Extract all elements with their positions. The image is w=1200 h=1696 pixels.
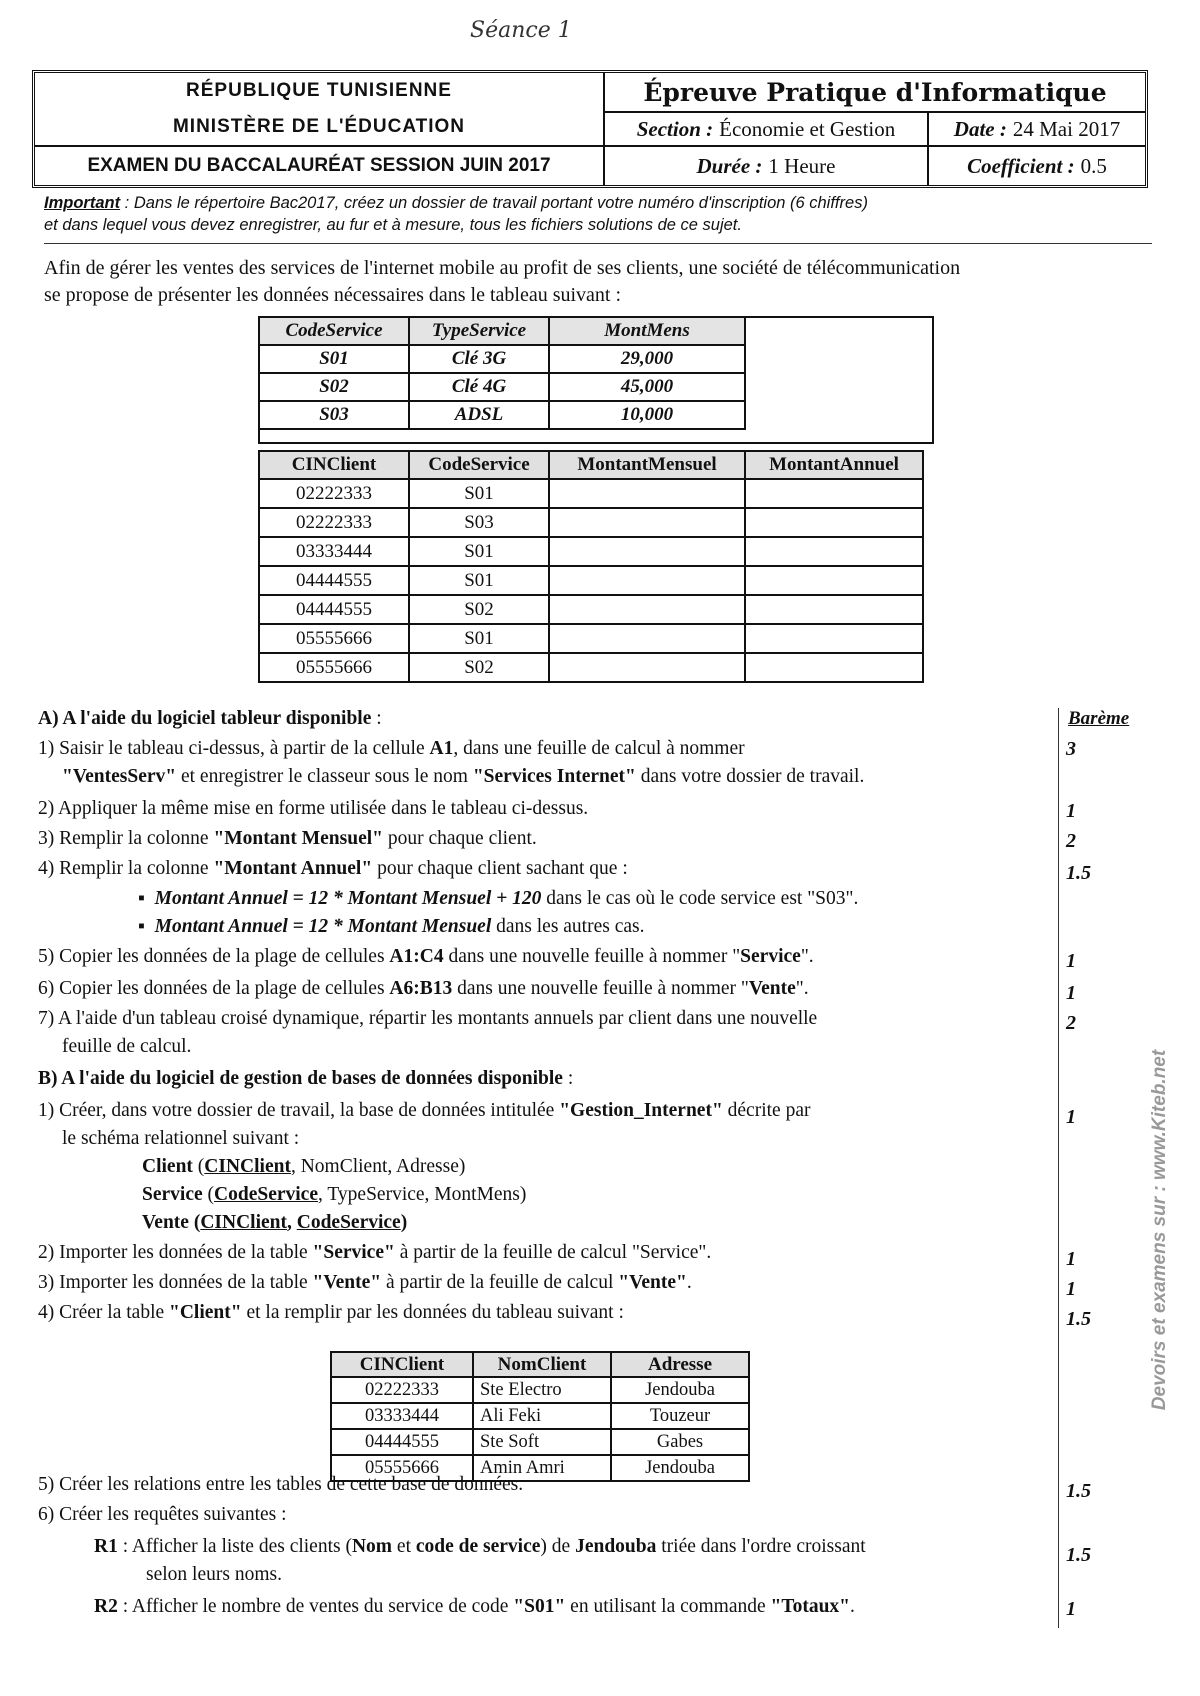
question-b2: 2) Importer les données de la table "Service" à partir de la feuille de calcul "Service".	[38, 1242, 712, 1263]
table-header-row	[259, 317, 745, 345]
column-header: NomClient	[473, 1352, 611, 1377]
cell: Gabes	[611, 1429, 749, 1455]
question-b6: 6) Créer les requêtes suivantes :	[38, 1504, 287, 1525]
duration-field	[603, 145, 927, 185]
cell: 04444555	[259, 595, 409, 624]
relation-vente: Vente (CINClient, CodeService)	[142, 1212, 408, 1233]
table-row	[259, 345, 745, 373]
coefficient-value: 0.5	[1080, 153, 1107, 178]
table-row	[259, 537, 923, 566]
bareme-a3: 2	[1066, 830, 1076, 852]
bareme-a1: 3	[1066, 738, 1076, 760]
cell: S01	[409, 537, 549, 566]
coefficient-label: Coefficient :	[967, 153, 1075, 178]
section-field	[603, 111, 927, 145]
cell: 10,000	[549, 401, 745, 429]
cell: S01	[409, 566, 549, 595]
cell	[745, 653, 923, 682]
table-row	[259, 508, 923, 537]
date-label: Date :	[953, 116, 1007, 141]
cell	[549, 479, 745, 508]
bareme-heading: Barème	[1068, 708, 1130, 729]
cell	[549, 624, 745, 653]
cell	[745, 595, 923, 624]
bareme-a4: 1.5	[1066, 862, 1091, 884]
question-a5: 5) Copier les données de la plage de cellules A1:C4 dans une nouvelle feuille à nommer "Service".	[38, 946, 814, 967]
cell: 04444555	[331, 1429, 473, 1455]
question-a7-line2: feuille de calcul.	[62, 1036, 192, 1057]
date-field	[927, 111, 1145, 145]
cell: Jendouba	[611, 1377, 749, 1403]
table-row	[259, 401, 745, 429]
divider	[44, 243, 1152, 244]
part-a-heading: A) A l'aide du logiciel tableur disponible :	[38, 708, 382, 729]
table-row	[331, 1403, 749, 1429]
question-b5: 5) Créer les relations entre les tables de cette base de données.	[38, 1474, 524, 1495]
cell: 45,000	[549, 373, 745, 401]
cell	[549, 566, 745, 595]
cell	[745, 537, 923, 566]
bareme-b4: 1.5	[1066, 1308, 1091, 1330]
column-header: Adresse	[611, 1352, 749, 1377]
question-a1-line2: "VentesServ" et enregistrer le classeur sous le nom "Services Internet" dans votre dossier de travail.	[62, 766, 865, 787]
cell: 29,000	[549, 345, 745, 373]
intro-paragraph	[44, 255, 1154, 309]
cell	[745, 479, 923, 508]
formula-1: ▪ Montant Annuel = 12 * Montant Mensuel + 120 dans le cas où le code service est "S03".	[138, 888, 859, 909]
bareme-a2: 1	[1066, 800, 1076, 822]
cell: Jendouba	[611, 1455, 749, 1481]
cell: 05555666	[259, 653, 409, 682]
intro-line-2: se propose de présenter les données nécessaires dans le tableau suivant :	[44, 284, 622, 306]
cell	[745, 566, 923, 595]
cell: 02222333	[331, 1377, 473, 1403]
sales-table	[258, 450, 924, 683]
republic-label: RÉPUBLIQUE TUNISIENNE	[186, 80, 452, 101]
cell	[745, 508, 923, 537]
cell	[549, 595, 745, 624]
important-text-2: et dans lequel vous devez enregistrer, au fur et à mesure, tous les fichiers solutions de ce sujet.	[44, 216, 742, 234]
services-table	[258, 316, 746, 430]
coefficient-field	[927, 145, 1145, 185]
bareme-a5: 1	[1066, 950, 1076, 972]
question-a1-line1: 1) Saisir le tableau ci-dessus, à partir de la cellule A1, dans une feuille de calcul à nommer	[38, 738, 745, 759]
table-row	[259, 653, 923, 682]
handwritten-note: Séance 1	[470, 18, 572, 43]
formula-2: ▪ Montant Annuel = 12 * Montant Mensuel dans les autres cas.	[138, 916, 645, 937]
date-value: 24 Mai 2017	[1012, 116, 1121, 141]
bareme-a7: 2	[1066, 1012, 1076, 1034]
duration-label: Durée :	[696, 153, 763, 178]
cell: Clé 4G	[409, 373, 549, 401]
query-r1-line2: selon leurs noms.	[146, 1564, 282, 1585]
table-row	[331, 1455, 749, 1481]
duration-value: 1 Heure	[768, 153, 836, 178]
cell: ADSL	[409, 401, 549, 429]
question-b1-line1: 1) Créer, dans votre dossier de travail, la base de données intitulée "Gestion_Internet" décrite par	[38, 1100, 811, 1121]
cell: S02	[259, 373, 409, 401]
column-header: MontantMensuel	[549, 451, 745, 479]
cell	[745, 624, 923, 653]
cell: Ste Electro	[473, 1377, 611, 1403]
watermark: Devoirs et examens sur : www.Kiteb.net	[1149, 1049, 1170, 1411]
clients-table	[330, 1351, 750, 1482]
important-note	[44, 192, 1154, 236]
cell: S02	[409, 653, 549, 682]
column-header: MontMens	[549, 317, 745, 345]
cell: S01	[409, 479, 549, 508]
section-label: Section :	[636, 116, 714, 141]
cell	[549, 537, 745, 566]
question-b3: 3) Importer les données de la table "Vente" à partir de la feuille de calcul "Vente".	[38, 1272, 692, 1293]
cell: S03	[259, 401, 409, 429]
question-b4: 4) Créer la table "Client" et la remplir par les données du tableau suivant :	[38, 1302, 624, 1323]
cell: 04444555	[259, 566, 409, 595]
column-header: CodeService	[409, 451, 549, 479]
cell: Ste Soft	[473, 1429, 611, 1455]
cell: S01	[409, 624, 549, 653]
bareme-a6: 1	[1066, 982, 1076, 1004]
cell	[549, 508, 745, 537]
bareme-divider	[1058, 708, 1059, 1628]
cell: Touzeur	[611, 1403, 749, 1429]
cell: S01	[259, 345, 409, 373]
question-a2: 2) Appliquer la même mise en forme utilisée dans le tableau ci-dessus.	[38, 798, 589, 819]
question-a7-line1: 7) A l'aide d'un tableau croisé dynamique, répartir les montants annuels par client dans une nouvelle	[38, 1008, 818, 1029]
query-r1-line1: R1 : Afficher la liste des clients (Nom et code de service) de Jendouba triée dans l'ordre croissant	[94, 1536, 866, 1557]
table-header-row	[331, 1352, 749, 1377]
cell: S02	[409, 595, 549, 624]
column-header: CodeService	[259, 317, 409, 345]
cell: 02222333	[259, 479, 409, 508]
exam-title: Épreuve Pratique d'Informatique	[603, 73, 1145, 111]
important-label: Important	[44, 194, 121, 212]
column-header: TypeService	[409, 317, 549, 345]
cell: 03333444	[259, 537, 409, 566]
cell: 05555666	[331, 1455, 473, 1481]
cell	[549, 653, 745, 682]
bareme-b2: 1	[1066, 1248, 1076, 1270]
table-row	[259, 624, 923, 653]
table-row	[331, 1377, 749, 1403]
table-row	[259, 566, 923, 595]
table-row	[331, 1429, 749, 1455]
cell: S03	[409, 508, 549, 537]
cell: Ali Feki	[473, 1403, 611, 1429]
column-header: CINClient	[259, 451, 409, 479]
part-b-heading: B) A l'aide du logiciel de gestion de bases de données disponible :	[38, 1068, 574, 1089]
relation-client: Client (CINClient, NomClient, Adresse)	[142, 1156, 466, 1177]
column-header: MontantAnnuel	[745, 451, 923, 479]
ministry-label: MINISTÈRE DE L'ÉDUCATION	[172, 116, 466, 137]
important-text-1: : Dans le répertoire Bac2017, créez un dossier de travail portant votre numéro d'inscription (6 chiffres)	[120, 194, 868, 212]
question-a6: 6) Copier les données de la plage de cellules A6:B13 dans une nouvelle feuille à nommer "Vente".	[38, 978, 809, 999]
question-a4: 4) Remplir la colonne "Montant Annuel" pour chaque client sachant que :	[38, 858, 628, 879]
question-a3: 3) Remplir la colonne "Montant Mensuel" pour chaque client.	[38, 828, 537, 849]
intro-line-1: Afin de gérer les ventes des services de l'internet mobile au profit de ses clients, une société de télécommunication	[44, 257, 961, 279]
question-b1-line2: le schéma relationnel suivant :	[62, 1128, 300, 1149]
cell: 05555666	[259, 624, 409, 653]
section-value: Économie et Gestion	[719, 116, 896, 141]
cell: Amin Amri	[473, 1455, 611, 1481]
exam-header	[32, 70, 1148, 188]
bareme-b3: 1	[1066, 1278, 1076, 1300]
cell: 02222333	[259, 508, 409, 537]
table-row	[259, 479, 923, 508]
bareme-r1: 1.5	[1066, 1544, 1091, 1566]
table-header-row	[259, 451, 923, 479]
table-row	[259, 595, 923, 624]
bareme-b1: 1	[1066, 1106, 1076, 1128]
table-row	[259, 373, 745, 401]
bareme-r2: 1	[1066, 1598, 1076, 1620]
column-header: CINClient	[331, 1352, 473, 1377]
exam-session-label: EXAMEN DU BACCALAURÉAT SESSION JUIN 2017	[35, 145, 603, 185]
relation-service: Service (CodeService, TypeService, MontMens)	[142, 1184, 527, 1205]
query-r2: R2 : Afficher le nombre de ventes du service de code "S01" en utilisant la commande "Totaux".	[94, 1596, 855, 1617]
cell: Clé 3G	[409, 345, 549, 373]
bareme-b5: 1.5	[1066, 1480, 1091, 1502]
cell: 03333444	[331, 1403, 473, 1429]
